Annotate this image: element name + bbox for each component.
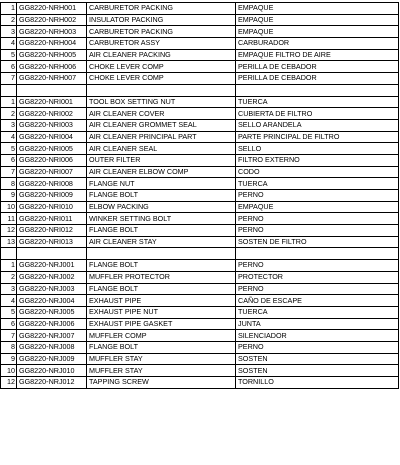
english-name-cell[interactable]: FLANGE BOLT bbox=[87, 283, 236, 295]
part-code-cell[interactable]: GG8220-NRI003 bbox=[17, 119, 87, 131]
english-name-cell[interactable]: MUFFLER PROTECTOR bbox=[87, 271, 236, 283]
english-name-cell[interactable]: AIR CLEANER PACKING bbox=[87, 49, 236, 61]
blank-separator-row bbox=[1, 84, 399, 96]
parts-table-body bbox=[1, 3, 399, 389]
table-row bbox=[1, 236, 399, 248]
english-name-cell[interactable]: FLANGE BOLT bbox=[87, 225, 236, 237]
item-number-cell[interactable]: 6 bbox=[1, 318, 17, 330]
table-row bbox=[1, 213, 399, 225]
spanish-name-cell[interactable]: SOSTEN bbox=[236, 353, 399, 365]
item-number-cell[interactable]: 3 bbox=[1, 119, 17, 131]
spanish-name-cell[interactable]: TUERCA bbox=[236, 96, 399, 108]
table-row bbox=[1, 154, 399, 166]
blank-separator-row bbox=[1, 248, 399, 260]
spanish-name-cell[interactable]: SOSTEN DE FILTRO bbox=[236, 236, 399, 248]
part-code-cell[interactable]: GG8220-NRI005 bbox=[17, 143, 87, 155]
empty-cell[interactable] bbox=[87, 248, 236, 260]
part-code-cell[interactable]: GG8220-NRI006 bbox=[17, 154, 87, 166]
english-name-cell[interactable]: AIR CLEANER ELBOW COMP bbox=[87, 166, 236, 178]
english-name-cell[interactable]: CHOKE LEVER COMP bbox=[87, 73, 236, 85]
english-name-cell[interactable]: FLANGE BOLT bbox=[87, 190, 236, 202]
part-code-cell[interactable]: GG8220-NRJ012 bbox=[17, 377, 87, 389]
table-row bbox=[1, 96, 399, 108]
spanish-name-cell[interactable]: TUERCA bbox=[236, 306, 399, 318]
item-number-cell[interactable]: 11 bbox=[1, 213, 17, 225]
spanish-name-cell[interactable]: PERNO bbox=[236, 225, 399, 237]
spanish-name-cell[interactable]: EMPAQUE bbox=[236, 201, 399, 213]
part-code-cell[interactable]: GG8220-NRH005 bbox=[17, 49, 87, 61]
table-row bbox=[1, 131, 399, 143]
spanish-name-cell[interactable]: CUBIERTA DE FILTRO bbox=[236, 108, 399, 120]
empty-cell[interactable] bbox=[17, 84, 87, 96]
part-code-cell[interactable]: GG8220-NRI009 bbox=[17, 190, 87, 202]
table-row bbox=[1, 14, 399, 26]
spanish-name-cell[interactable]: EMPAQUE bbox=[236, 26, 399, 38]
english-name-cell[interactable]: FLANGE BOLT bbox=[87, 341, 236, 353]
item-number-cell[interactable]: 1 bbox=[1, 3, 17, 15]
part-code-cell[interactable]: GG8220-NRJ010 bbox=[17, 365, 87, 377]
table-row bbox=[1, 119, 399, 131]
table-row bbox=[1, 260, 399, 272]
empty-cell[interactable] bbox=[1, 84, 17, 96]
item-number-cell[interactable]: 1 bbox=[1, 96, 17, 108]
item-number-cell[interactable]: 7 bbox=[1, 330, 17, 342]
spanish-name-cell[interactable]: PERNO bbox=[236, 341, 399, 353]
english-name-cell[interactable]: EXHAUST PIPE GASKET bbox=[87, 318, 236, 330]
item-number-cell[interactable]: 9 bbox=[1, 190, 17, 202]
item-number-cell[interactable]: 4 bbox=[1, 38, 17, 50]
part-code-cell[interactable]: GG8220-NRJ005 bbox=[17, 306, 87, 318]
item-number-cell[interactable]: 7 bbox=[1, 166, 17, 178]
item-number-cell[interactable]: 5 bbox=[1, 306, 17, 318]
spanish-name-cell[interactable]: CAÑO DE ESCAPE bbox=[236, 295, 399, 307]
spanish-name-cell[interactable]: PERNO bbox=[236, 283, 399, 295]
part-code-cell[interactable]: GG8220-NRJ003 bbox=[17, 283, 87, 295]
spanish-name-cell[interactable]: SELLO ARANDELA bbox=[236, 119, 399, 131]
english-name-cell[interactable]: EXHAUST PIPE NUT bbox=[87, 306, 236, 318]
item-number-cell[interactable]: 8 bbox=[1, 341, 17, 353]
table-row bbox=[1, 306, 399, 318]
part-code-cell[interactable]: GG8220-NRJ009 bbox=[17, 353, 87, 365]
english-name-cell[interactable]: FLANGE BOLT bbox=[87, 260, 236, 272]
item-number-cell[interactable]: 8 bbox=[1, 178, 17, 190]
table-row bbox=[1, 318, 399, 330]
english-name-cell[interactable]: FLANGE NUT bbox=[87, 178, 236, 190]
parts-table bbox=[0, 2, 399, 389]
spanish-name-cell[interactable]: PROTECTOR bbox=[236, 271, 399, 283]
item-number-cell[interactable]: 3 bbox=[1, 26, 17, 38]
english-name-cell[interactable]: AIR CLEANER COVER bbox=[87, 108, 236, 120]
part-code-cell[interactable]: GG8220-NRI012 bbox=[17, 225, 87, 237]
table-row bbox=[1, 143, 399, 155]
spanish-name-cell[interactable]: EMPAQUE FILTRO DE AIRE bbox=[236, 49, 399, 61]
part-code-cell[interactable]: GG8220-NRH002 bbox=[17, 14, 87, 26]
table-row bbox=[1, 61, 399, 73]
spanish-name-cell[interactable]: PERILLA DE CEBADOR bbox=[236, 61, 399, 73]
english-name-cell[interactable]: TAPPING SCREW bbox=[87, 377, 236, 389]
item-number-cell[interactable]: 4 bbox=[1, 295, 17, 307]
part-code-cell[interactable]: GG8220-NRH003 bbox=[17, 26, 87, 38]
part-code-cell[interactable]: GG8220-NRI013 bbox=[17, 236, 87, 248]
spanish-name-cell[interactable]: EMPAQUE bbox=[236, 3, 399, 15]
part-code-cell[interactable]: GG8220-NRI007 bbox=[17, 166, 87, 178]
item-number-cell[interactable]: 2 bbox=[1, 108, 17, 120]
english-name-cell[interactable]: MUFFLER STAY bbox=[87, 353, 236, 365]
spanish-name-cell[interactable]: PARTE PRINCIPAL DE FILTRO bbox=[236, 131, 399, 143]
part-code-cell[interactable]: GG8220-NRI001 bbox=[17, 96, 87, 108]
english-name-cell[interactable]: CHOKE LEVER COMP bbox=[87, 61, 236, 73]
spanish-name-cell[interactable]: PERNO bbox=[236, 260, 399, 272]
english-name-cell[interactable]: WINKER SETTING BOLT bbox=[87, 213, 236, 225]
table-row bbox=[1, 3, 399, 15]
table-row bbox=[1, 225, 399, 237]
item-number-cell[interactable]: 2 bbox=[1, 14, 17, 26]
item-number-cell[interactable]: 5 bbox=[1, 49, 17, 61]
empty-cell[interactable] bbox=[236, 248, 399, 260]
part-code-cell[interactable]: GG8220-NRI008 bbox=[17, 178, 87, 190]
part-code-cell[interactable]: GG8220-NRI004 bbox=[17, 131, 87, 143]
item-number-cell[interactable]: 5 bbox=[1, 143, 17, 155]
table-row bbox=[1, 190, 399, 202]
part-code-cell[interactable]: GG8220-NRI002 bbox=[17, 108, 87, 120]
item-number-cell[interactable]: 12 bbox=[1, 377, 17, 389]
table-row bbox=[1, 201, 399, 213]
part-code-cell[interactable]: GG8220-NRH001 bbox=[17, 3, 87, 15]
part-code-cell[interactable]: GG8220-NRI010 bbox=[17, 201, 87, 213]
part-code-cell[interactable]: GG8220-NRH006 bbox=[17, 61, 87, 73]
spanish-name-cell[interactable]: TUERCA bbox=[236, 178, 399, 190]
spanish-name-cell[interactable]: JUNTA bbox=[236, 318, 399, 330]
spanish-name-cell[interactable]: EMPAQUE bbox=[236, 14, 399, 26]
spreadsheet-sheet bbox=[0, 2, 400, 389]
part-code-cell[interactable]: GG8220-NRJ004 bbox=[17, 295, 87, 307]
part-code-cell[interactable]: GG8220-NRJ006 bbox=[17, 318, 87, 330]
spanish-name-cell[interactable]: PERILLA DE CEBADOR bbox=[236, 73, 399, 85]
item-number-cell[interactable]: 10 bbox=[1, 365, 17, 377]
spanish-name-cell[interactable]: PERNO bbox=[236, 213, 399, 225]
item-number-cell[interactable]: 12 bbox=[1, 225, 17, 237]
table-row bbox=[1, 38, 399, 50]
table-row bbox=[1, 341, 399, 353]
english-name-cell[interactable]: AIR CLEANER SEAL bbox=[87, 143, 236, 155]
english-name-cell[interactable]: CARBURETOR ASSY bbox=[87, 38, 236, 50]
table-row bbox=[1, 295, 399, 307]
table-row bbox=[1, 353, 399, 365]
part-code-cell[interactable]: GG8220-NRJ002 bbox=[17, 271, 87, 283]
item-number-cell[interactable]: 9 bbox=[1, 353, 17, 365]
part-code-cell[interactable]: GG8220-NRJ007 bbox=[17, 330, 87, 342]
table-row bbox=[1, 166, 399, 178]
item-number-cell[interactable]: 13 bbox=[1, 236, 17, 248]
item-number-cell[interactable]: 1 bbox=[1, 260, 17, 272]
english-name-cell[interactable]: MUFFLER STAY bbox=[87, 365, 236, 377]
english-name-cell[interactable]: INSULATOR PACKING bbox=[87, 14, 236, 26]
spanish-name-cell[interactable]: SILENCIADOR bbox=[236, 330, 399, 342]
table-row bbox=[1, 377, 399, 389]
empty-cell[interactable] bbox=[87, 84, 236, 96]
table-row bbox=[1, 283, 399, 295]
english-name-cell[interactable]: MUFFLER COMP bbox=[87, 330, 236, 342]
item-number-cell[interactable]: 6 bbox=[1, 61, 17, 73]
item-number-cell[interactable]: 3 bbox=[1, 283, 17, 295]
english-name-cell[interactable]: TOOL BOX SETTING NUT bbox=[87, 96, 236, 108]
part-code-cell[interactable]: GG8220-NRH004 bbox=[17, 38, 87, 50]
spanish-name-cell[interactable]: CODO bbox=[236, 166, 399, 178]
english-name-cell[interactable]: ELBOW PACKING bbox=[87, 201, 236, 213]
english-name-cell[interactable]: CARBURETOR PACKING bbox=[87, 26, 236, 38]
spanish-name-cell[interactable]: TORNILLO bbox=[236, 377, 399, 389]
table-row bbox=[1, 108, 399, 120]
table-row bbox=[1, 49, 399, 61]
item-number-cell[interactable]: 4 bbox=[1, 131, 17, 143]
table-row bbox=[1, 26, 399, 38]
table-row bbox=[1, 330, 399, 342]
item-number-cell[interactable]: 7 bbox=[1, 73, 17, 85]
english-name-cell[interactable]: AIR CLEANER PRINCIPAL PART bbox=[87, 131, 236, 143]
part-code-cell[interactable]: GG8220-NRJ001 bbox=[17, 260, 87, 272]
english-name-cell[interactable]: EXHAUST PIPE bbox=[87, 295, 236, 307]
english-name-cell[interactable]: OUTER FILTER bbox=[87, 154, 236, 166]
part-code-cell[interactable]: GG8220-NRH007 bbox=[17, 73, 87, 85]
spanish-name-cell[interactable]: SELLO bbox=[236, 143, 399, 155]
item-number-cell[interactable]: 10 bbox=[1, 201, 17, 213]
spanish-name-cell[interactable]: PERNO bbox=[236, 190, 399, 202]
empty-cell[interactable] bbox=[1, 248, 17, 260]
table-row bbox=[1, 73, 399, 85]
empty-cell[interactable] bbox=[236, 84, 399, 96]
item-number-cell[interactable]: 6 bbox=[1, 154, 17, 166]
part-code-cell[interactable]: GG8220-NRI011 bbox=[17, 213, 87, 225]
empty-cell[interactable] bbox=[17, 248, 87, 260]
table-row bbox=[1, 271, 399, 283]
table-row bbox=[1, 365, 399, 377]
english-name-cell[interactable]: AIR CLEANER GROMMET SEAL bbox=[87, 119, 236, 131]
english-name-cell[interactable]: AIR CLEANER STAY bbox=[87, 236, 236, 248]
english-name-cell[interactable]: CARBURETOR PACKING bbox=[87, 3, 236, 15]
item-number-cell[interactable]: 2 bbox=[1, 271, 17, 283]
spanish-name-cell[interactable]: FILTRO EXTERNO bbox=[236, 154, 399, 166]
spanish-name-cell[interactable]: CARBURADOR bbox=[236, 38, 399, 50]
table-row bbox=[1, 178, 399, 190]
spanish-name-cell[interactable]: SOSTEN bbox=[236, 365, 399, 377]
part-code-cell[interactable]: GG8220-NRJ008 bbox=[17, 341, 87, 353]
